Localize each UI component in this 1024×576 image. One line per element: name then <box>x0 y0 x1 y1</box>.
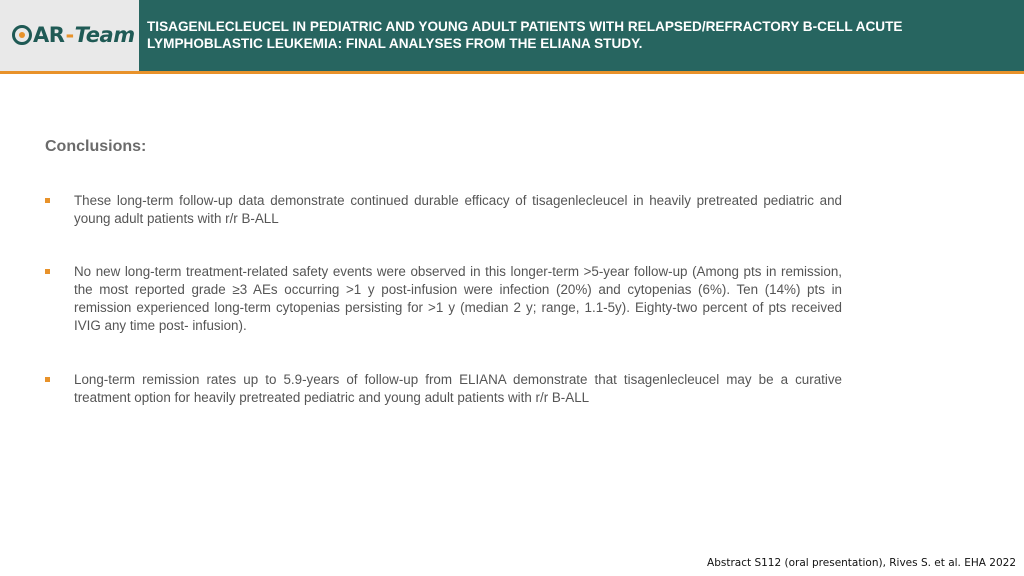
bullet-square-icon <box>45 269 50 274</box>
slide-title-line-1: TISAGENLECLEUCEL IN PEDIATRIC AND YOUNG ADULT PATIENTS WITH RELAPSED/REFRACTORY B-CELL ACUTE <box>147 19 903 34</box>
header-divider <box>0 71 1024 74</box>
bullet-square-icon <box>45 198 50 203</box>
logo-area <box>0 0 139 71</box>
car-team-logo <box>12 20 135 50</box>
conclusion-text: Long-term remission rates up to 5.9-years of follow-up from ELIANA demonstrate that tisagenlecleucel may be a curative treatment option for heavily pretreated pediatric and young adult patients with r/r B-ALL <box>74 372 842 405</box>
section-title: Conclusions: <box>45 138 147 155</box>
logo-letter-a: A <box>33 23 49 47</box>
slide-header <box>0 0 1024 71</box>
title-banner <box>139 0 1024 71</box>
bullet-square-icon <box>45 377 50 382</box>
citation-footer: Abstract S112 (oral presentation), Rives S. et al. EHA 2022 <box>707 557 1016 569</box>
logo-dash: - <box>65 23 74 47</box>
logo-team-text: Team <box>74 23 135 47</box>
conclusion-text: No new long-term treatment-related safety events were observed in this longer-term >5-year follow-up (Among pts in remission, the most reported grade ≥3 AEs occurring >1 y post-infusion were infection (20%) and cytopenias (6%). Ten (14%) pts in remission experienced long-term cytopenias persisting for >1 y (median 2 y; range, 1.1-5y). Eighty-two percent of pts received IVIG any time post- infusion). <box>74 264 842 333</box>
conclusion-text: These long-term follow-up data demonstrate continued durable efficacy of tisagenlecleucel in heavily pretreated pediatric and young adult patients with r/r B-ALL <box>74 193 842 226</box>
slide-title <box>147 18 1007 52</box>
conclusion-item <box>45 371 842 407</box>
logo-letter-r: R <box>48 23 65 47</box>
conclusion-item <box>45 192 842 228</box>
conclusion-item <box>45 263 842 335</box>
logo-c-ring-icon <box>12 25 32 45</box>
slide-title-line-2: LYMPHOBLASTIC LEUKEMIA: FINAL ANALYSES FROM THE ELIANA STUDY. <box>147 36 643 51</box>
